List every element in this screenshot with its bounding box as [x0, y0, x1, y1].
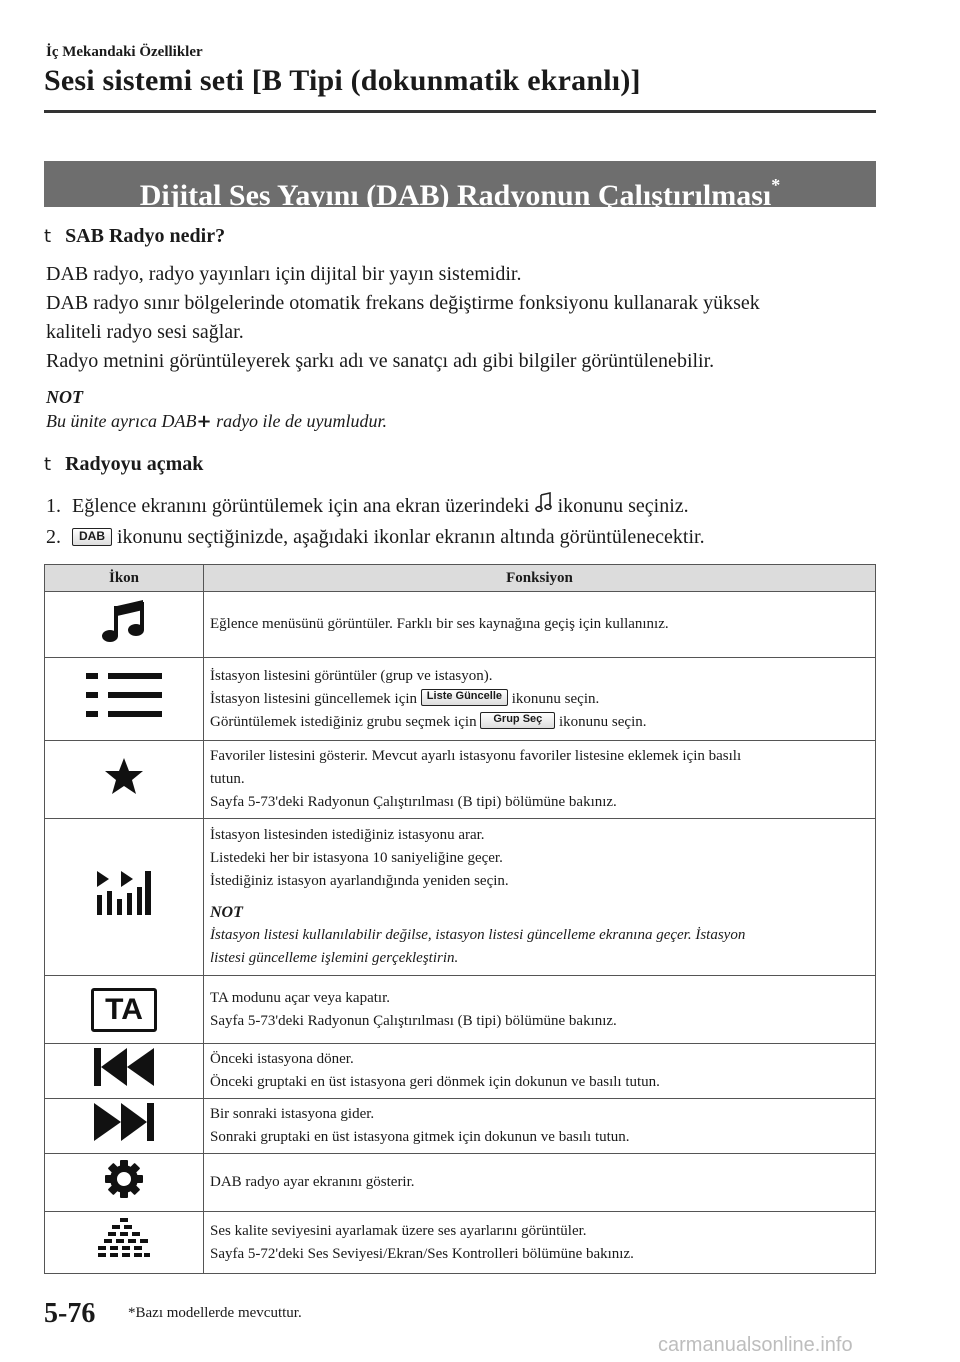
- note-text-end: radyo ile de uyumludur.: [211, 411, 388, 431]
- banner-title: Dijital Ses Yayını (DAB) Radyonun Çalıştırılması: [139, 179, 772, 212]
- note-text: İstasyon listesi kullanılabilir değilse, istasyon listesi güncelleme ekranına geçer. İstasyon: [210, 927, 746, 943]
- function-text: İstediğiniz istasyon ayarlandığında yeniden seçin.: [210, 873, 509, 889]
- section-heading-text: SAB Radyo nedir?: [65, 225, 226, 247]
- paragraph-line: DAB radyo, radyo yayınları için dijital bir yayın sistemidir.: [46, 263, 522, 285]
- table-row: [45, 1044, 876, 1099]
- table-row: [45, 592, 876, 658]
- bullet-icon: t: [44, 454, 52, 475]
- dab-button-chip: DAB: [72, 528, 112, 546]
- function-text: Sonraki gruptaki en üst istasyona gitmek için dokunun ve basılı tutun.: [210, 1129, 630, 1145]
- bullet-icon: t: [44, 226, 52, 247]
- icon-function-table: [44, 564, 876, 1274]
- table-row: [45, 1212, 876, 1274]
- list-icon: [84, 707, 164, 723]
- note-text: listesi güncelleme işlemini gerçekleştirin.: [210, 950, 459, 966]
- previous-track-icon: [93, 1075, 155, 1091]
- function-text: Listedeki her bir istasyona 10 saniyeliğine geçer.: [210, 850, 503, 866]
- table-header-row: [45, 565, 876, 592]
- function-text: Eğlence menüsünü görüntüler. Farklı bir ses kaynağına geçiş için kullanınız.: [210, 616, 669, 632]
- watermark: carmanualsonline.info: [658, 1334, 853, 1356]
- table-row: [45, 976, 876, 1044]
- step-1: [46, 492, 886, 523]
- equalizer-icon: [96, 1250, 152, 1266]
- function-text: Ses kalite seviyesini ayarlamak üzere ses ayarlarını görüntüler.: [210, 1222, 587, 1239]
- function-text: [210, 688, 869, 711]
- star-icon: [104, 783, 144, 799]
- function-text: Önceki istasyona döner.: [210, 1051, 354, 1067]
- table-row: [45, 819, 876, 976]
- group-select-button-chip: Grup Seç: [480, 712, 555, 729]
- function-text: Bir sonraki istasyona gider.: [210, 1106, 375, 1122]
- function-text: İstasyon listesinden istediğiniz istasyonu arar.: [210, 827, 485, 843]
- table-row: [45, 741, 876, 819]
- footnote: *Bazı modellerde mevcuttur.: [128, 1305, 302, 1321]
- note-label: NOT: [46, 387, 83, 407]
- function-text: Sayfa 5-72'deki Ses Seviyesi/Ekran/Ses Kontrolleri bölümüne bakınız.: [210, 1245, 634, 1262]
- function-text: [210, 711, 869, 734]
- column-header-function: Fonksiyon: [204, 565, 876, 592]
- music-note-icon: [99, 632, 149, 648]
- ta-icon: TA: [91, 988, 157, 1032]
- step-2: [46, 523, 886, 552]
- function-text: TA modunu açar veya kapatır.: [210, 989, 390, 1006]
- function-text-end: ikonunu seçin.: [555, 713, 647, 730]
- function-text: İstasyon listesini görüntüler (grup ve istasyon).: [210, 667, 493, 684]
- title-divider: [44, 110, 876, 113]
- step-number: 1.: [46, 495, 61, 517]
- page-number: 5-76: [44, 1298, 96, 1329]
- note-label: NOT: [210, 904, 243, 921]
- note-text: [46, 411, 387, 432]
- scan-icon: [93, 905, 155, 921]
- section-heading-radio-on: [44, 453, 203, 476]
- section-banner: [44, 161, 876, 212]
- function-text: DAB radyo ayar ekranını gösterir.: [210, 1174, 415, 1190]
- gear-icon: [104, 1187, 144, 1203]
- function-text: Önceki gruptaki en üst istasyona geri dönmek için dokunun ve basılı tutun.: [210, 1074, 660, 1090]
- step-text: Eğlence ekranını görüntülemek için ana ekran üzerindeki: [72, 495, 535, 517]
- function-text: tutun.: [210, 771, 245, 787]
- paragraph-line: kaliteli radyo sesi sağlar.: [46, 321, 244, 343]
- paragraph-line: Radyo metnini görüntüleyerek şarkı adı ve sanatçı adı gibi bilgiler görüntülenebilir.: [46, 350, 715, 372]
- table-row: [45, 658, 876, 741]
- list-update-button-chip: Liste Güncelle: [421, 689, 508, 706]
- table-row: [45, 1154, 876, 1212]
- dab-description: [46, 260, 886, 376]
- function-text-end: ikonunu seçin.: [508, 690, 600, 707]
- chapter-label: İç Mekandaki Özellikler: [46, 44, 203, 60]
- step-number: 2.: [46, 526, 61, 548]
- column-header-icon: İkon: [45, 565, 204, 592]
- section-heading-text: Radyoyu açmak: [65, 453, 204, 475]
- paragraph-line: DAB radyo sınır bölgelerinde otomatik frekans değiştirme fonksiyonu kullanarak yüksek: [46, 292, 760, 314]
- function-text: Sayfa 5-73'deki Radyonun Çalıştırılması (B tipi) bölümüne bakınız.: [210, 1012, 617, 1029]
- section-heading-dab: [44, 225, 225, 248]
- step-text: ikonunu seçiniz.: [552, 495, 689, 517]
- step-text: ikonunu seçtiğinizde, aşağıdaki ikonlar ekranın altında görüntülenecektir.: [112, 526, 705, 548]
- note-text-start: Bu ünite ayrıca DAB: [46, 411, 197, 431]
- function-text-start: İstasyon listesini güncellemek için: [210, 690, 421, 707]
- page-title: Sesi sistemi seti [B Tipi (dokunmatik ekranlı)]: [44, 64, 641, 97]
- music-note-icon: [535, 492, 553, 523]
- banner-asterisk: *: [771, 175, 781, 195]
- function-text: Favoriler listesini gösterir. Mevcut ayarlı istasyonu favoriler listesine eklemek için basılı: [210, 748, 742, 764]
- table-row: [45, 1099, 876, 1154]
- function-text-start: Görüntülemek istediğiniz grubu seçmek için: [210, 713, 481, 730]
- plus-icon: +: [196, 411, 212, 432]
- function-text: Sayfa 5-73'deki Radyonun Çalıştırılması (B tipi) bölümüne bakınız.: [210, 794, 617, 810]
- next-track-icon: [93, 1130, 155, 1146]
